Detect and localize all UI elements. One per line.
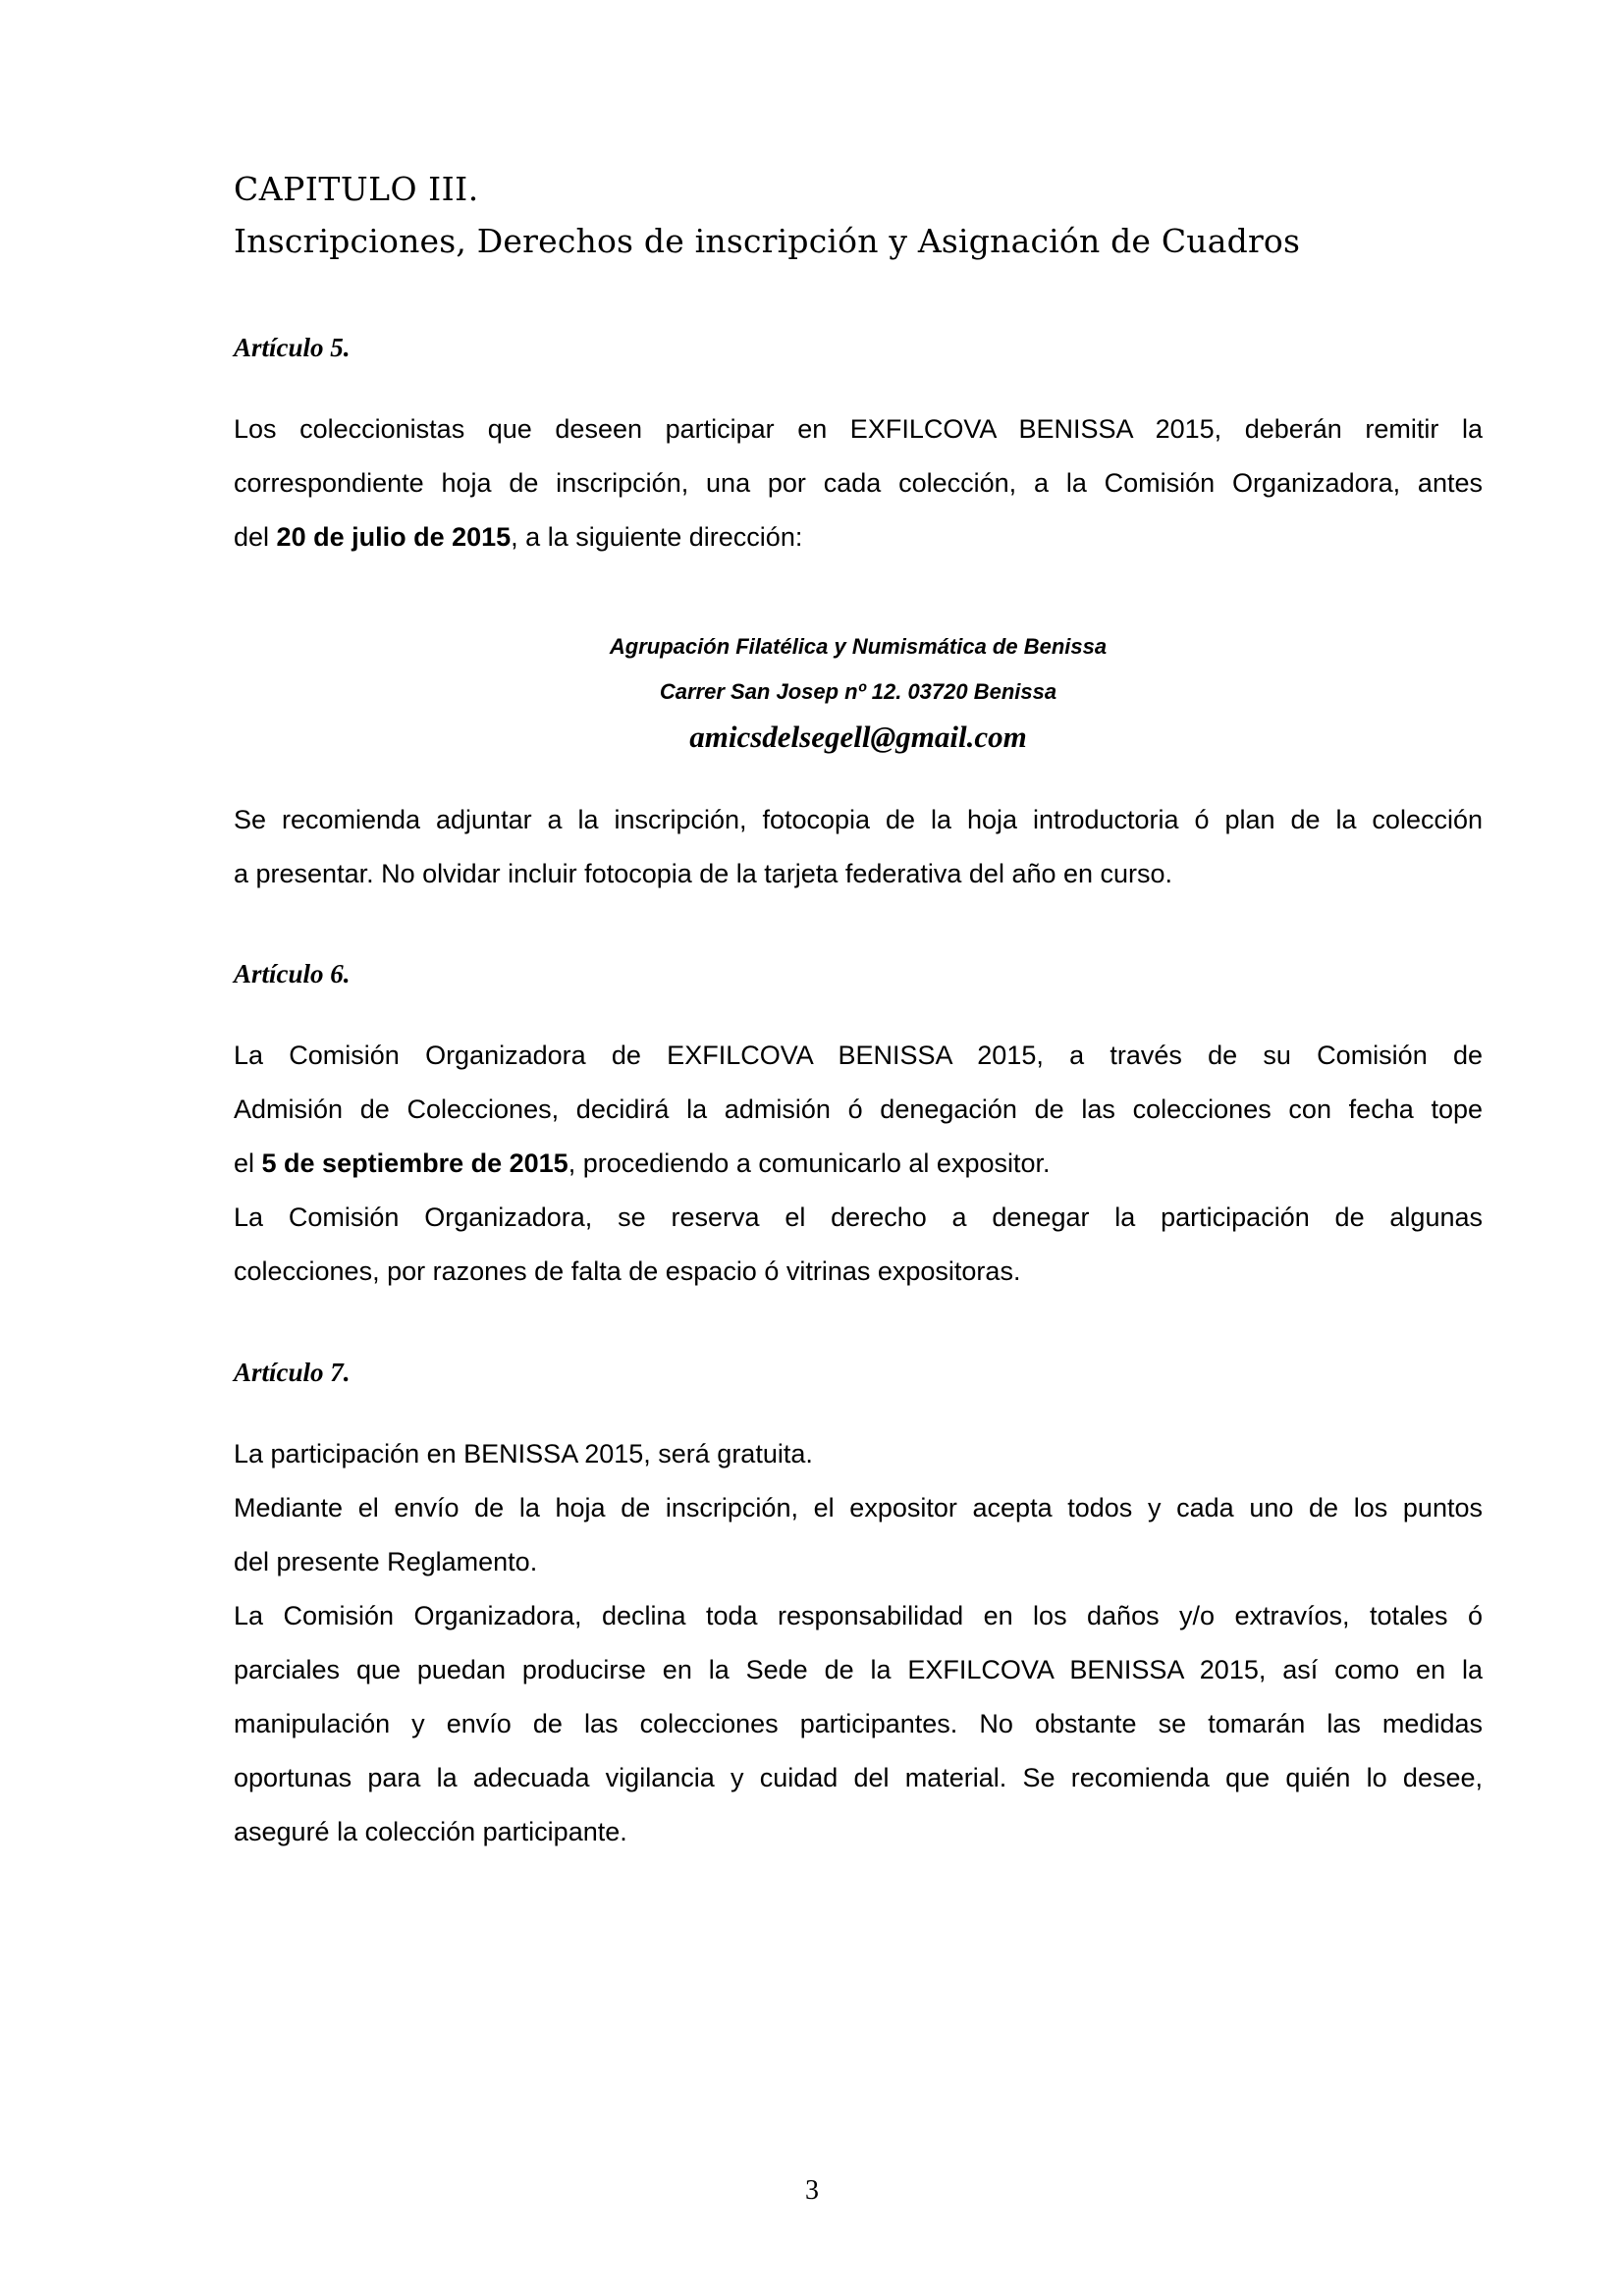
text-run: , a la siguiente dirección: — [511, 522, 803, 552]
address-email: amicsdelsegell@gmail.com — [689, 720, 1027, 754]
paragraph-line — [234, 1137, 1483, 1191]
paragraph-line: Los coleccionistas que deseen participar en EXFILCOVA BENISSA 2015, deberán remitir la — [234, 414, 1483, 444]
paragraph-line: aseguré la colección participante. — [234, 1817, 627, 1846]
article-6-heading: Artículo 6. — [234, 959, 351, 988]
paragraph-line: colecciones, por razones de falta de espacio ó vitrinas expositoras. — [234, 1256, 1021, 1286]
text-run: del — [234, 522, 277, 552]
paragraph-line: Mediante el envío de la hoja de inscripción, el expositor acepta todos y cada uno de los puntos — [234, 1493, 1483, 1522]
deadline-date: 20 de julio de 2015 — [276, 522, 512, 552]
paragraph-line: a presentar. No olvidar incluir fotocopia de la tarjeta federativa del año en curso. — [234, 859, 1173, 888]
paragraph-line: La Comisión Organizadora, declina toda responsabilidad en los daños y/o extravíos, totales ó — [234, 1601, 1483, 1630]
address-organization: Agrupación Filatélica y Numismática de Benissa — [609, 634, 1108, 659]
paragraph-line: del presente Reglamento. — [234, 1547, 538, 1576]
paragraph-line: Admisión de Colecciones, decidirá la admisión ó denegación de las colecciones con fecha tope — [234, 1095, 1483, 1124]
paragraph-line: manipulación y envío de las colecciones participantes. No obstante se tomarán las medidas — [234, 1709, 1483, 1738]
postal-address — [234, 624, 1483, 760]
text-run: el — [234, 1148, 262, 1178]
deadline-date: 5 de septiembre de 2015 — [261, 1148, 568, 1178]
paragraph-line: La Comisión Organizadora, se reserva el derecho a denegar la participación de algunas — [234, 1202, 1483, 1232]
article-7-paragraph-3 — [234, 1589, 1483, 1859]
article-7-paragraph-1 — [234, 1427, 1483, 1481]
article-5-paragraph-2 — [234, 793, 1483, 901]
page-number: 3 — [805, 2175, 819, 2206]
chapter-title: CAPITULO III. — [234, 170, 479, 208]
article-7-paragraph-2 — [234, 1481, 1483, 1589]
article-7-heading: Artículo 7. — [234, 1358, 351, 1387]
article-5-paragraph-1 — [234, 402, 1483, 564]
text-run: , procediendo a comunicarlo al expositor. — [568, 1148, 1051, 1178]
paragraph-line: La Comisión Organizadora de EXFILCOVA BENISSA 2015, a través de su Comisión de — [234, 1041, 1483, 1070]
article-6-paragraph-2 — [234, 1191, 1483, 1299]
paragraph-line: correspondiente hoja de inscripción, una por cada colección, a la Comisión Organizadora, antes — [234, 468, 1483, 498]
chapter-subtitle: Inscripciones, Derechos de inscripción y Asignación de Cuadros — [234, 222, 1301, 260]
paragraph-line: parciales que puedan producirse en la Sede de la EXFILCOVA BENISSA 2015, así como en la — [234, 1655, 1483, 1684]
address-street: Carrer San Josep nº 12. 03720 Benissa — [659, 679, 1057, 704]
paragraph-line — [234, 510, 1483, 564]
article-5-heading: Artículo 5. — [234, 333, 351, 362]
article-6-paragraph-1 — [234, 1029, 1483, 1191]
paragraph-line: oportunas para la adecuada vigilancia y cuidad del material. Se recomienda que quién lo desee, — [234, 1763, 1483, 1792]
paragraph-line: Se recomienda adjuntar a la inscripción, fotocopia de la hoja introductoria ó plan de la colección — [234, 805, 1483, 834]
paragraph-line: La participación en BENISSA 2015, será gratuita. — [234, 1439, 813, 1468]
